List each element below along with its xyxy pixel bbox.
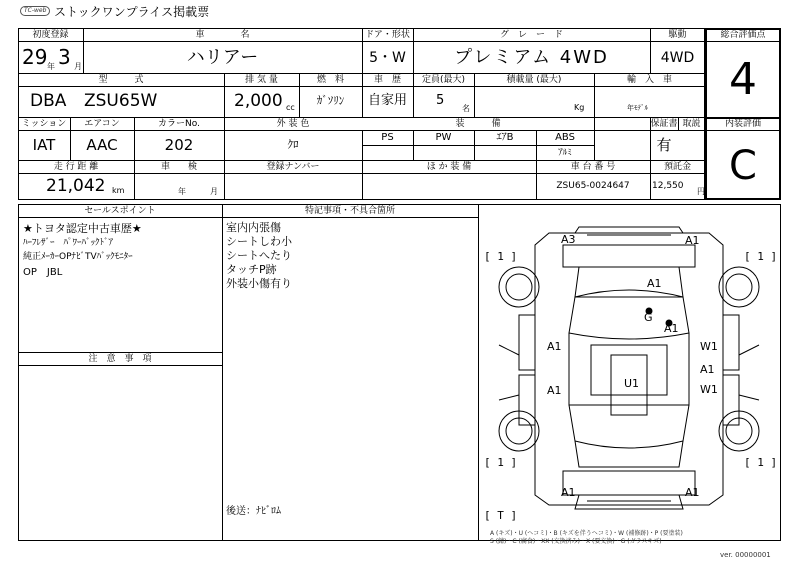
first-reg-year: 29 <box>22 45 48 69</box>
version-label: ver. 00000001 <box>720 551 771 559</box>
damage-code: A1 <box>547 340 562 353</box>
logo: TC-web <box>20 6 50 16</box>
model-code: ZSU65W <box>84 91 158 111</box>
sales-line: OP JBL <box>23 267 63 278</box>
displacement-unit: cc <box>286 103 295 112</box>
door-shape: 5・W <box>369 50 406 66</box>
page-title: ストックワンプライス掲載票 <box>54 5 210 19</box>
sales-point-label: セールスポイント <box>84 206 156 216</box>
import-unit: 年ﾓﾃﾞﾙ <box>627 104 648 112</box>
capacity-unit: 名 <box>462 104 470 113</box>
damage-code: A1 <box>700 363 715 376</box>
overall-score-label: 総合評価点 <box>720 30 766 40</box>
displacement-label: 排 気 量 <box>245 75 278 85</box>
special-line: シートしわ小 <box>226 235 292 248</box>
first-reg-label: 初度登録 <box>32 30 69 40</box>
sales-line: ★トヨタ認定中古車歴★ <box>23 222 142 235</box>
damage-legend: S (錆)・C (腐食)・XX (交換済み)・X (要交換)・G (ガラスキズ) <box>490 538 662 545</box>
bracket-top-left: [ 1 ] <box>484 250 518 263</box>
other-equipment-label: ほ か 装 備 <box>426 162 472 172</box>
car-damage-diagram <box>479 205 780 535</box>
bracket-bottom-right: [ 1 ] <box>744 456 778 469</box>
plate-label: 登録ナンバー <box>266 162 320 172</box>
drive: 4WD <box>660 50 695 66</box>
interior-score: C <box>729 143 757 189</box>
chassis-label: 車 台 番 号 <box>570 162 616 172</box>
mission: IAT <box>32 136 56 154</box>
load-unit: Kg <box>574 103 585 112</box>
fuel: ｶﾞｿﾘﾝ <box>316 94 345 107</box>
mileage-label: 走 行 距 離 <box>53 162 99 172</box>
mileage-unit: km <box>112 186 125 195</box>
displacement: 2,000 <box>234 91 283 111</box>
notes-label: 注 意 事 項 <box>88 354 152 364</box>
color-no-label: カラーNo. <box>158 119 200 129</box>
inspection-label: 車 検 <box>160 162 197 172</box>
bracket-trunk: [ T ] <box>484 509 518 522</box>
deposit: 12,550 <box>652 181 684 191</box>
deposit-unit: 円 <box>697 187 705 196</box>
special-line: タッチP跡 <box>226 263 277 276</box>
capacity: 5 <box>436 93 445 108</box>
sales-line: 純正ﾒｰｶｰOPﾅﾋﾞTVﾊﾞｯｸﾓﾆﾀｰ <box>23 252 133 262</box>
history-label: 車 歴 <box>373 75 401 85</box>
chassis-number: ZSU65-0024647 <box>556 181 630 191</box>
car-name-label: 車 名 <box>195 30 250 40</box>
warranty: 有 <box>656 136 672 154</box>
color-no: 202 <box>164 136 194 154</box>
month-unit: 月 <box>74 62 82 71</box>
mission-label: ミッション <box>21 119 67 129</box>
bracket-bottom-left: [ 1 ] <box>484 456 518 469</box>
history: 自家用 <box>367 93 407 108</box>
sales-line: ﾊｰﾌﾚｻﾞｰ ﾊﾟﾜｰﾊﾞｯｸﾄﾞｱ <box>23 238 114 248</box>
damage-legend: A (キズ)・U (ヘコミ)・B (キズを伴うヘコミ)・W (補修跡)・P (要塗装) <box>490 530 683 537</box>
damage-code: A1 <box>685 234 700 247</box>
mileage: 21,042 <box>46 176 106 196</box>
price-label: 預託金 <box>663 162 691 172</box>
damage-code: A3 <box>561 233 576 246</box>
year-unit: 年 <box>47 62 55 71</box>
drive-label: 駆動 <box>668 30 687 40</box>
damage-code: W1 <box>700 340 718 353</box>
damage-code: W1 <box>700 383 718 396</box>
manual-label: 取説 <box>682 119 701 129</box>
equip-pw: PW <box>435 132 452 143</box>
warranty-label: 保証書 <box>650 119 678 129</box>
exterior-label: 外 装 色 <box>276 119 310 129</box>
car-name: ハリアー <box>186 47 259 68</box>
aircon: AAC <box>86 136 118 154</box>
damage-code: A1 <box>561 486 576 499</box>
grade-label: グ レ ー ド <box>499 30 563 40</box>
equip-abs: ABS <box>555 132 575 143</box>
grade: プレミアム 4WD <box>454 47 609 68</box>
overall-score: 4 <box>729 54 757 105</box>
bracket-top-right: [ 1 ] <box>744 250 778 263</box>
load-label: 積載量 (最大) <box>506 75 562 85</box>
damage-code: G <box>644 311 653 324</box>
model-label: 型 式 <box>98 75 144 85</box>
import-label: 輸 入 車 <box>626 75 672 85</box>
door-shape-label: ドア・形状 <box>365 30 410 40</box>
special-notes-label: 特記事項・不具合箇所 <box>304 206 395 216</box>
special-footer: 後送：ﾅﾋﾞﾛﾑ <box>226 506 281 517</box>
damage-code: A1 <box>664 322 679 335</box>
inspection-month-unit: 月 <box>210 187 218 196</box>
capacity-label: 定員(最大) <box>421 75 466 85</box>
special-line: シートへたり <box>226 249 292 262</box>
damage-code: A1 <box>647 277 662 290</box>
equipment-label: 装 備 <box>455 119 501 129</box>
interior-score-label: 内装評価 <box>724 119 761 129</box>
equip-airbag: ｴｱB <box>496 132 514 143</box>
aircon-label: エアコン <box>84 119 120 129</box>
first-reg-month: 3 <box>58 45 71 69</box>
exterior-color: ｸﾛ <box>287 138 299 151</box>
inspection-year-unit: 年 <box>178 187 186 196</box>
special-line: 外装小傷有り <box>226 277 292 290</box>
damage-code: U1 <box>624 377 640 390</box>
damage-code: A1 <box>547 384 562 397</box>
model-prefix: DBA <box>30 91 67 111</box>
fuel-label: 燃 料 <box>316 75 344 85</box>
equip-alloy: ｱﾙﾐ <box>558 148 572 158</box>
special-line: 室内内張傷 <box>226 221 281 234</box>
equip-ps: PS <box>381 132 394 143</box>
damage-code: A1 <box>685 486 700 499</box>
